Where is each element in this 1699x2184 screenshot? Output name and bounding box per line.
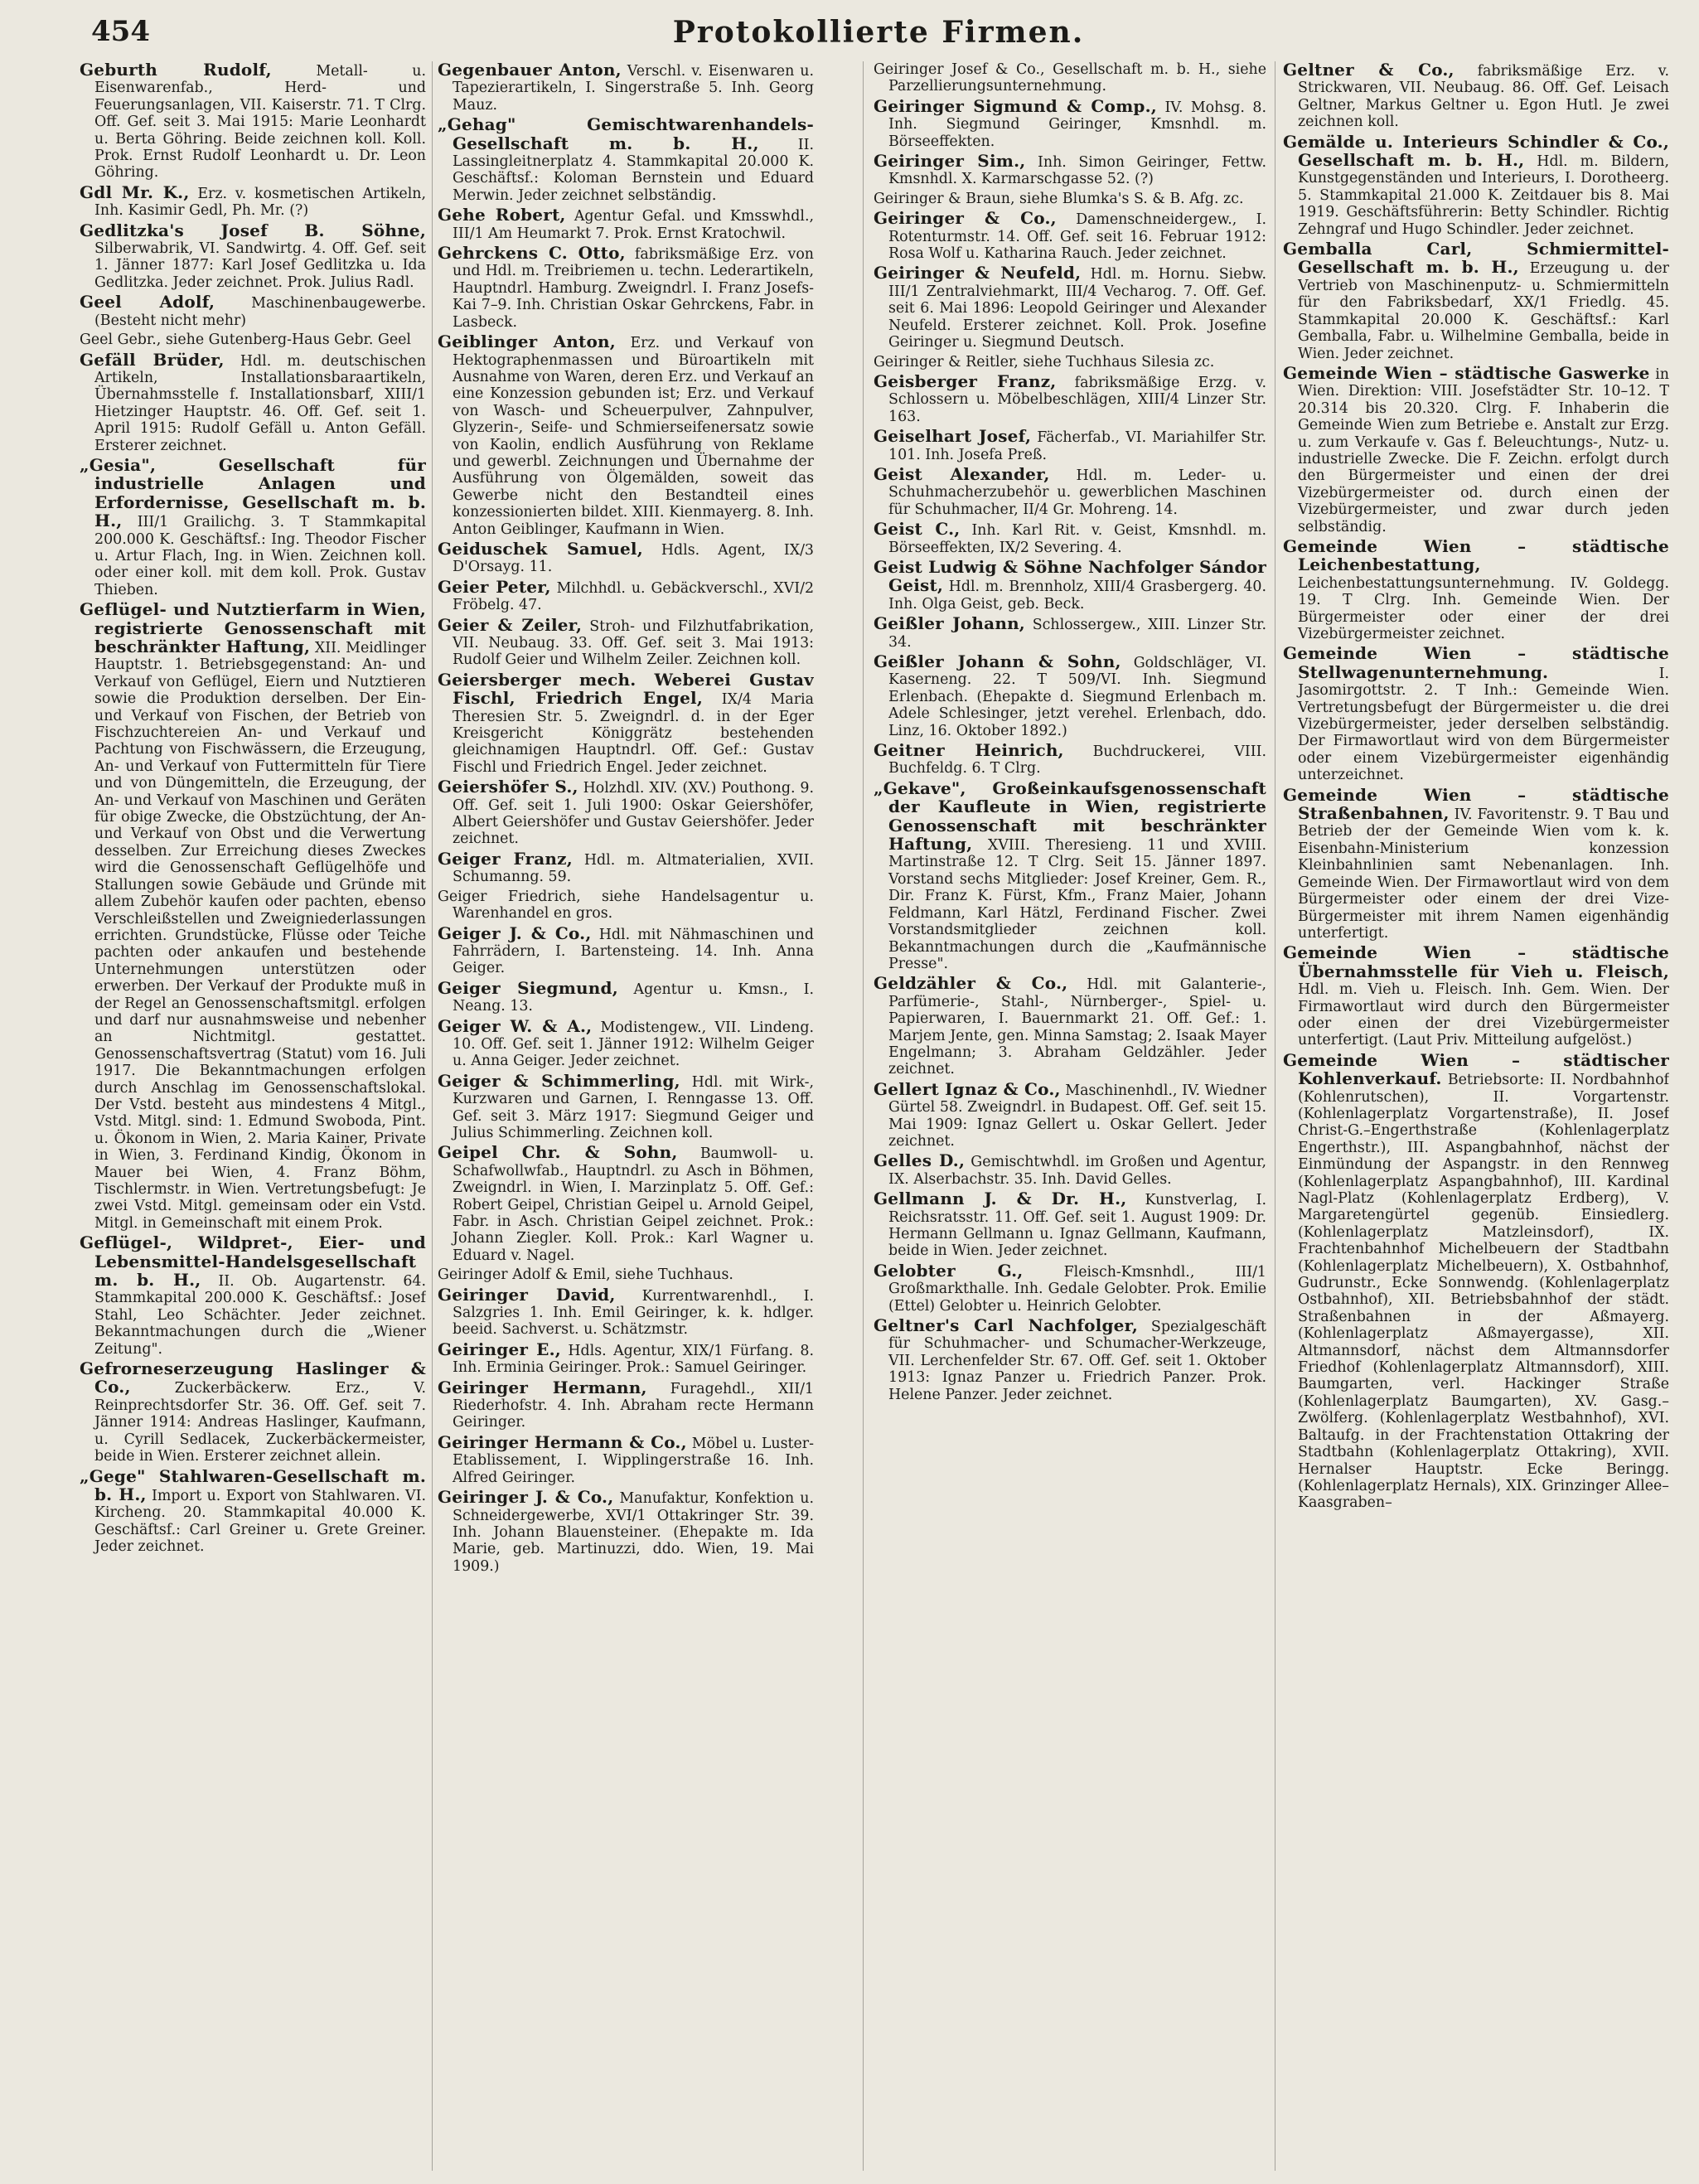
- firm-name: „Gehag" Gemischtwarenhandels-Gesellschaft m. b. H.,: [438, 114, 814, 153]
- firm-name: Geiduschek Samuel,: [438, 538, 643, 559]
- firm-name: Gelles D.,: [874, 1150, 966, 1171]
- firm-details: Stroh- und Filzhutfabrikation, VII. Neubaug. 33. Off. Gef. seit 3. Mai 1913: Rudolf Geier und Wilhelm Zeiler. Zeichnen koll.: [453, 617, 814, 669]
- firm-details: Inh. Karl Rit. v. Geist, Kmsnhdl. m. Börseeffekten, IX/2 Severing. 4.: [888, 522, 1266, 556]
- firm-entry: [874, 653, 1266, 739]
- firm-name: Gemälde u. Interieurs Schindler & Co., Gesellschaft m. b. H.,: [1283, 131, 1669, 171]
- directory-columns: [80, 61, 1671, 2171]
- firm-details: Hdl. m. Bildern, Kunstgegenständen und Interieurs, I. Dorotheerg. 5. Stammkapital 21.000 K. Zeitdauer bis 8. Mai 1919. Geschäftsführerin: Betty Schindler. Richtig Zehngraf und Hugo Schindler. Jeder zeichnet.: [1298, 153, 1669, 238]
- firm-entry: [874, 777, 1266, 972]
- firm-details: Geiringer & Reitler, siehe Tuchhaus Silesia zc.: [874, 353, 1215, 370]
- firm-entry: [874, 1317, 1266, 1403]
- firm-details: Geiringer Adolf & Emil, siehe Tuchhaus.: [438, 1266, 733, 1284]
- firm-details: Maschinenbaugewerbe. (Besteht nicht mehr): [94, 295, 426, 329]
- firm-details: Kurrentwarenhdl., I. Salzgries 1. Inh. Emil Geiringer, k. k. hdlger. beeid. Sachverst. u. Schätzmstr.: [453, 1287, 814, 1339]
- firm-name: Geist Ludwig & Söhne Nachfolger Sándor Geist,: [874, 556, 1266, 596]
- firm-details: fabriksmäßige Erz. von und Hdl. m. Treibriemen u. techn. Lederartikeln, Hauptndrl. Hamburg. Zweigndrl. I. Franz Josefs-Kai 7–9. Inh. Christian Oskar Gehrckens, Fabr. in Lasbeck.: [453, 246, 814, 331]
- firm-details: Buchdruckerei, VIII. Buchfeldg. 6. T Clrg.: [888, 743, 1266, 777]
- firm-details: Kunstverlag, I. Reichsratsstr. 11. Off. Gef. seit 1. August 1909: Dr. Hermann Gellmann u. Ignaz Gellmann, Kaufmann, beide in Wien. Jeder zeichnet.: [888, 1192, 1266, 1260]
- firm-entry: [80, 1234, 426, 1358]
- firm-name: Gemeinde Wien – städtische Stellwagenunternehmung.: [1283, 643, 1669, 682]
- firm-entry: [874, 556, 1266, 613]
- firm-details: Zuckerbäckerw. Erz., V. Reinprechtsdorfer Str. 36. Off. Gef. seit 7. Jänner 1914: Andreas Haslinger, Kaufmann, u. Cyrill Sedlacek, Zuckerbäckermeister, beide in Wien. Ersterer zeichnet allein.: [94, 1380, 426, 1465]
- firm-entry: [438, 116, 814, 204]
- firm-entry: [874, 153, 1266, 188]
- firm-details: in Wien. Direktion: VIII. Josefstädter Str. 10–12. T 20.314 bis 20.320. Clrg. F. Inhaberin die Gemeinde Wien zum Betriebe e. Anstalt zur Erzg. u. zum Verkaufe v. Gas f. Beleuchtungs-, Nutz- u. industrielle Zwecke. Die F. Zeichn. erfolgt durch den Bürgermeister und einen der drei Vizebürgermeister od. durch einen der Vizebürgermeister, und zwar durch jeden selbständig.: [1298, 366, 1669, 535]
- firm-name: Gedlitzka's Josef B. Söhne,: [80, 220, 426, 240]
- firm-name: Geiringer Hermann & Co.,: [438, 1431, 687, 1452]
- firm-name: „Gesia", Gesellschaft für industrielle Anlagen und Erfordernisse, Gesellschaft m. b. H.,: [80, 454, 426, 531]
- firm-name: Geiger J. & Co.,: [438, 923, 592, 943]
- firm-entry: [80, 222, 426, 292]
- firm-details: Fächerfab., VI. Mariahilfer Str. 101. Inh. Josefa Preß.: [888, 429, 1266, 463]
- firm-entry: [1283, 61, 1669, 131]
- firm-entry: [1283, 362, 1669, 535]
- firm-name: Geiringer Sigmund & Comp.,: [874, 95, 1157, 116]
- firm-entry: [438, 1144, 814, 1264]
- firm-name: Gehe Robert,: [438, 205, 566, 225]
- firm-details: Hdl. m. Altmaterialien, XVII. Schumanng. 59.: [453, 851, 814, 886]
- firm-details: Geiringer Josef & Co., Gesellschaft m. b. H., siehe Parzellierungsunternehmung.: [874, 61, 1266, 95]
- firm-name: Geiringer E.,: [438, 1339, 561, 1359]
- firm-entry: [874, 975, 1266, 1077]
- firm-entry: [438, 245, 814, 331]
- firm-details: Hdl. mit Galanterie-, Parfümerie-, Stahl-, Nürnberger-, Spiel- u. Papierwaren, I. Bauernmarkt 21. Off. Gef.: 1. Marjem Jente, gen. Minna Samstag; 2. Isaak Mayer Engelmann; 3. Abraham Geldzähler. Jeder zeichnet.: [888, 976, 1266, 1078]
- firm-name: Geiringer & Co.,: [874, 208, 1057, 229]
- firm-name: Geitner Heinrich,: [874, 740, 1064, 761]
- firm-entry: [438, 1266, 814, 1283]
- firm-entry: [1283, 784, 1669, 942]
- firm-entry: [874, 264, 1266, 351]
- firm-name: Geiringer & Neufeld,: [874, 263, 1082, 283]
- firm-name: Geiringer Hermann,: [438, 1377, 647, 1397]
- firm-name: Geiger Franz,: [438, 848, 573, 869]
- firm-name: Geier & Zeiler,: [438, 614, 583, 635]
- firm-details: IX/4 Maria Theresien Str. 5. Zweigndrl. d. in der Eger Kreisgericht Königgrätz bestehenden gleichnamigen Hauptndrl. Off. Gef.: Gustav Fischl und Friedrich Engel. Jeder zeichnet.: [453, 691, 814, 776]
- firm-name: Geltner & Co.,: [1283, 61, 1455, 80]
- firm-name: Gdl Mr. K.,: [80, 182, 190, 202]
- firm-entry: [874, 1190, 1266, 1260]
- firm-details: fabriksmäßige Erzg. v. Schlossern u. Möbelbeschlägen, XIII/4 Linzer Str. 163.: [888, 374, 1266, 425]
- page-title: Protokollierte Firmen.: [672, 15, 1085, 50]
- page-header: [91, 15, 1666, 56]
- firm-entry: [874, 1152, 1266, 1188]
- firm-entry: [874, 95, 1266, 150]
- firm-details: Verschl. v. Eisenwaren u. Tapezierartikeln, I. Singerstraße 5. Inh. Georg Mauz.: [453, 63, 814, 114]
- firm-details: fabriksmäßige Erz. v. Strickwaren, VII. Neubaug. 86. Off. Gef. Leisach Geltner, Markus Geltner u. Egon Hutl. Je zwei zeichnen koll.: [1298, 63, 1669, 131]
- firm-entry: [438, 614, 814, 669]
- firm-details: Goldschläger, VI. Kaserneng. 22. T 509/VI. Inh. Siegmund Erlenbach. (Ehepakte d. Siegmund Erlenbach m. Adele Schlesinger, jetzt verehel. Erlenbach, ddo. Linz, 16. Oktober 1892.): [888, 655, 1266, 739]
- firm-entry: [1283, 133, 1669, 238]
- firm-entry: [438, 671, 814, 776]
- firm-name: Geflügel- und Nutztierfarm in Wien, registrierte Genossenschaft mit beschränkter Haftung,: [80, 599, 426, 656]
- firm-details: Silberwabrik, VI. Sandwirtg. 4. Off. Gef. seit 1. Jänner 1877: Karl Josef Gedlitzka u. Ida Gedlitzka. Jeder zeichnet. Prok. Julius Radl.: [94, 240, 426, 291]
- firm-details: Agentur Gefal. und Kmsswhdl., III/1 Am Heumarkt 7. Prok. Ernst Kratochwil.: [453, 208, 814, 242]
- firm-details: Erz. v. kosmetischen Artikeln, Inh. Kasimir Gedl, Ph. Mr. (?): [94, 185, 426, 220]
- firm-name: Geiger & Schimmerling,: [438, 1070, 680, 1091]
- firm-name: Gelobter G.,: [874, 1260, 1024, 1281]
- firm-name: Geiringer Sim.,: [874, 151, 1026, 172]
- firm-details: Geiringer & Braun, siehe Blumka's S. & B. Afg. zc.: [874, 190, 1244, 207]
- firm-details: XII. Meidlinger Hauptstr. 1. Betriebsgegenstand: An- und Verkauf von Geflügel, Eiern und Nutztieren sowie die Produktion derselben. Der Ein- und Verkauf von Fischen, der Betrieb von Fischzuchtereien An- und Verkauf und Pachtung von Fischwässern, die Erzeugung, An- und Verkauf von Futtermitteln für Tiere und von Düngemitteln, die Erzeugung, der An- und Verkauf von Maschinen und Geräten für obige Zwecke, die Obstzüchtung, der An- und Verkauf von Obst und die Verwertung desselben. Zur Erreichung dieses Zweckes wird die Genossenschaft Geflügelhöfe und Stallungen sowie Gebäude und Gründe mit allem Zubehör kaufen oder pachten, ebenso Verschleißstellen und Zweigniederlassungen errichten. Grundstücke, Flüsse oder Teiche pachten oder ankaufen und bestehende Unternehmungen unterstützen oder erwerben. Der Verkauf der Produkte muß in der Regel an Genossenschaftsmitgl. erfolgen und darf nur ausnahmsweise und nebenher an Nichtmitgl. gestattet. Genossenschaftsvertrag (Statut) vom 16. Juli 1917. Die Bekanntmachungen erfolgen durch Anschlag im Genossenschaftslokal. Der Vstd. besteht aus mindestens 4 Mitgl., Vstd. Mitgl. sind: 1. Edmund Swoboda, Pint. u. Ökonom in Wien, 2. Maria Kainer, Private in Wien, 3. Ferdinand Kindig, Ökonom in Mauer bei Wien, 4. Franz Böhm, Tischlermstr. in Wien. Vertretungsbefugt: Je zwei Vstd. Mitgl. gemeinsam oder ein Vstd. Mitgl. in Gemeinschaft mit einem Prok.: [94, 640, 426, 1232]
- firm-details: III/1 Grailichg. 3. T Stammkapital 200.000 K. Geschäftsf.: Ing. Theodor Fischer u. Artur Flach, Ing. in Wien. Zeichnen koll. oder einer koll. mit dem koll. Prok. Gustav Thieben.: [94, 514, 426, 598]
- firm-details: Betriebsorte: II. Nordbahnhof (Kohlenrutschen), II. Vorgartenstr. (Kohlenlagerplatz Vorgartenstraße), II. Josef Christ-G.–Engerthstraße (Kohlenlagerplatz Engerthstr.), III. Aspangbahnhof, nächst der Einmündung der Aspangstr. in den Rennweg (Kohlenlagerplatz Aspangbahnhof), III. Kardinal Nagl-Platz (Kohlenlagerplatz Erdberg), V. Margaretengürtel gegenüb. Einsiedlerg. (Kohlenlagerplatz Matzleinsdorf), IX. Frachtenbahnhof Michelbeuern der Stadtbahn (Kohlenlagerplatz Michelbeuern), X. Ostbahnhof, Gudrunstr., Ecke Sonnwendg. (Kohlenlagerplatz Ostbahnhof), XII. Betriebsbahnhof der städt. Straßenbahnen in der Aßmayerg. (Kohlenlagerplatz Aßmayergasse), XII. Altmannsdorf, nächst dem Altmannsdorfer Friedhof (Kohlenlagerplatz Altmannsdorf), XIII. Baumgarten, verl. Hackinger Straße (Kohlenlagerplatz Baumgarten), XV. Gasg.–Zwölferg. (Kohlenlagerplatz Westbahnhof), XVI. Baltaufg. in der Frachtenstation Ottakring der Stadtbahn (Kohlenlagerplatz Ottakring), XVII. Hernalser Hauptstr. Ecke Beringg. (Kohlenlagerplatz Hernals), XIX. Grinzinger Allee–Kaasgraben–: [1298, 1072, 1669, 1512]
- firm-name: Gefrorneserzeugung Haslinger & Co.,: [80, 1358, 426, 1397]
- column-3: [874, 61, 1266, 2171]
- firm-entry: [80, 293, 426, 329]
- firm-details: Geiger Friedrich, siehe Handelsagentur u. Warenhandel en gros.: [438, 888, 814, 923]
- firm-name: Geiringer David,: [438, 1284, 616, 1305]
- firm-entry: [438, 333, 814, 538]
- firm-entry: [874, 1262, 1266, 1315]
- firm-details: Agentur u. Kmsn., I. Neang. 13.: [453, 981, 814, 1015]
- firm-details: Inh. Simon Geiringer, Fettw. Kmsnhdl. X. Karmarschgasse 52. (?): [888, 154, 1266, 188]
- firm-details: II. Lassingleitnerplatz 4. Stammkapital 20.000 K. Geschäftsf.: Koloman Bernstein und Eduard Merwin. Jeder zeichnet selbständig.: [453, 136, 814, 204]
- firm-details: Milchhdl. u. Gebäckverschl., XVI/2 Fröbelg. 47.: [453, 579, 814, 614]
- firm-entry: [1283, 1049, 1669, 1512]
- firm-name: Gemeinde Wien – städtische Straßenbahnen,: [1283, 784, 1669, 824]
- firm-name: Gemballa Carl, Schmiermittel-Gesellschaft m. b. H.,: [1283, 239, 1669, 278]
- firm-name: Geiershöfer S.,: [438, 777, 578, 797]
- firm-details: IV. Favoritenstr. 9. T Bau und Betrieb der der Gemeinde Wien vom k. k. Eisenbahn-Ministerium konzession Kleinbahnlinien samt Nebenanlagen. Inh. Gemeinde Wien. Der Firmawortlaut wird von dem Bürgermeister oder einem der drei Vize-Bürgermeister mit ihrem Namen eigenhändig unterfertigt.: [1298, 806, 1669, 942]
- firm-entry: [438, 925, 814, 977]
- firm-name: Geiersberger mech. Weberei Gustav Fischl, Friedrich Engel,: [438, 669, 814, 709]
- firm-entry: [438, 889, 814, 923]
- firm-entry: [438, 977, 814, 1015]
- firm-name: Geldzähler & Co.,: [874, 973, 1068, 994]
- firm-name: Geiringer J. & Co.,: [438, 1487, 614, 1508]
- firm-details: Hdl. m. Vieh u. Fleisch. Inh. Gem. Wien. Der Firmawortlaut wird durch den Bürgermeister oder einen der drei Vizebürgermeister unterfertigt. (Laut Priv. Mitteilung aufgelöst.): [1298, 981, 1669, 1049]
- firm-details: Import u. Export von Stahlwaren. VI. Kircheng. 20. Stammkapital 40.000 K. Geschäftsf.: Carl Greiner u. Grete Greiner. Jeder zeichnet.: [94, 1487, 426, 1556]
- firm-details: Hdl. mit Nähmaschinen und Fahrrädern, I. Bartensteing. 14. Inh. Anna Geiger.: [453, 926, 814, 977]
- firm-entry: [1283, 645, 1669, 783]
- firm-details: Geel Gebr., siehe Gutenberg-Haus Gebr. Geel: [80, 332, 411, 349]
- firm-name: Gefäll Brüder,: [80, 349, 225, 370]
- firm-details: XVIII. Theresieng. 11 und XVIII. Martinstraße 12. T Clrg. Seit 15. Jänner 1897. Vorstand sechs Mitglieder: Josef Kreiner, Gem. R., Dir. Franz K. Fürst, Kfm., Franz Maier, Johann Feldmann, Karl Hätzl, Ferdinand Fischer. Zwei Vorstandsmitglieder zeichnen koll. Bekanntmachungen durch die „Kaufmännische Presse".: [888, 837, 1266, 972]
- firm-entry: [80, 454, 426, 598]
- firm-name: Gemeinde Wien – städtische Leichenbestattung,: [1283, 535, 1669, 575]
- firm-name: Geist C.,: [874, 519, 961, 540]
- firm-name: Geiblinger Anton,: [438, 332, 616, 352]
- firm-name: Geburth Rudolf,: [80, 61, 272, 80]
- firm-entry: [438, 540, 814, 576]
- firm-details: Modistengew., VII. Lindeng. 10. Off. Gef. seit 1. Jänner 1912: Wilhelm Geiger u. Anna Geiger. Jeder zeichnet.: [453, 1019, 814, 1070]
- firm-entry: [80, 1360, 426, 1465]
- firm-entry: [80, 601, 426, 1232]
- firm-entry: [80, 351, 426, 454]
- column-1: [80, 61, 426, 2171]
- firm-entry: [438, 1286, 814, 1339]
- firm-details: I. Jasomirgottstr. 2. T Inh.: Gemeinde Wien. Vertretungsbefugt der Bürgermeister u. die drei Vizebürgermeister, jeder derselben selbständig. Der Firmawortlaut wird von dem Bürgermeister oder einem Vizebürgermeister eigenhändig unterzeichnet.: [1298, 665, 1669, 784]
- firm-details: Leichenbestattungsunternehmung. IV. Goldegg. 19. T Clrg. Inh. Gemeinde Wien. Der Bürgermeister oder einer der drei Vizebürgermeister zeichnet.: [1298, 574, 1669, 642]
- firm-entry: [874, 61, 1266, 95]
- page-number: 454: [91, 15, 150, 48]
- firm-name: Geier Peter,: [438, 576, 551, 597]
- firm-entry: [874, 354, 1266, 370]
- firm-details: Manufaktur, Konfektion u. Schneidergewerbe, XVI/1 Ottakringer Str. 39. Inh. Johann Blauensteiner. (Ehepakte m. Ida Marie, geb. Martinuzzi, ddo. Wien, 19. Mai 1909.): [453, 1490, 814, 1575]
- firm-details: II. Ob. Augartenstr. 64. Stammkapital 200.000 K. Geschäftsf.: Josef Stahl, Leo Schächter. Jeder zeichnet. Bekanntmachungen durch die „Wiener Zeitung".: [94, 1273, 426, 1358]
- firm-name: Geipel Chr. & Sohn,: [438, 1142, 678, 1163]
- firm-name: Gegenbauer Anton,: [438, 61, 622, 80]
- firm-entry: [438, 206, 814, 242]
- firm-name: Geiger W. & A.,: [438, 1015, 593, 1036]
- firm-name: Gellmann J. & Dr. H.,: [874, 1189, 1127, 1209]
- firm-entry: [438, 1379, 814, 1431]
- firm-name: Geiger Siegmund,: [438, 977, 618, 998]
- firm-entry: [874, 210, 1266, 262]
- firm-name: Gemeinde Wien – städtischer Kohlenverkauf.: [1283, 1049, 1669, 1089]
- firm-details: Damenschneidergew., I. Rotenturmstr. 14. Off. Gef. seit 16. Februar 1912: Rosa Wolf u. Katharina Rauch. Jeder zeichnet.: [888, 211, 1266, 263]
- firm-entry: [438, 1341, 814, 1377]
- firm-name: Geltner's Carl Nachfolger,: [874, 1315, 1138, 1336]
- firm-entry: [874, 463, 1266, 518]
- firm-entry: [438, 61, 814, 114]
- firm-entry: [1283, 240, 1669, 362]
- firm-name: Gellert Ignaz & Co.,: [874, 1078, 1061, 1099]
- column-4: [1283, 61, 1669, 2171]
- firm-entry: [874, 521, 1266, 556]
- firm-name: Geist Alexander,: [874, 463, 1050, 484]
- firm-name: Gemeinde Wien – städtische Gaswerke: [1283, 362, 1650, 383]
- firm-details: Möbel u. Luster-Etablissement, I. Wipplingerstraße 16. Inh. Alfred Geiringer.: [453, 1435, 814, 1486]
- firm-entry: [438, 778, 814, 848]
- firm-details: Baumwoll- u. Schafwollwfab., Hauptndrl. zu Asch in Böhmen, Zweigndrl. in Wien, I. Marzinplatz 5. Off. Gef.: Robert Geipel, Christian Geipel u. Arnold Geipel, Fabr. in Asch. Christian Geipel zeichnet. Prok.: Johann Ziegler. Koll. Prok.: Karl Wagner u. Eduard v. Nagel.: [453, 1145, 814, 1264]
- firm-name: Geisberger Franz,: [874, 370, 1057, 391]
- firm-name: Gemeinde Wien – städtische Übernahmsstelle für Vieh u. Fleisch,: [1283, 942, 1669, 981]
- firm-details: Metall- u. Eisenwarenfab., Herd- und Feuerungsanlagen, VII. Kaiserstr. 71. T Clrg. Off. Gef. seit 3. Mai 1915: Marie Leonhardt u. Berta Göhring. Beide zeichnen koll. Koll. Prok. Ernst Rudolf Leonhardt u. Dr. Leon Göhring.: [94, 63, 426, 182]
- firm-entry: [1283, 944, 1669, 1048]
- firm-details: IV. Mohsg. 8. Inh. Siegmund Geiringer, Kmsnhdl. m. Börseeffekten.: [888, 99, 1266, 150]
- firm-details: Hdl. m. Hornu. Siebw. III/1 Zentralviehmarkt, III/4 Vecharog. 7. Off. Gef. seit 6. Mai 1896: Leopold Geiringer und Alexander Neufeld. Ersterer zeichnet. Koll. Prok. Josefine Geiringer u. Siegmund Deutsch.: [888, 266, 1266, 351]
- firm-details: Fleisch-Kmsnhdl., III/1 Großmarkthalle. Inh. Gedale Gelobter. Prok. Emilie (Ettel) Gelobter u. Heinrich Gelobter.: [888, 1263, 1266, 1315]
- firm-details: Hdls. Agentur, XIX/1 Fürfang. 8. Inh. Erminia Geiringer. Prok.: Samuel Geiringer.: [453, 1342, 814, 1377]
- firm-entry: [80, 61, 426, 182]
- column-divider: [432, 61, 433, 2171]
- firm-entry: [80, 184, 426, 220]
- firm-entry: [874, 742, 1266, 777]
- firm-name: „Gege" Stahlwaren-Gesellschaft m. b. H.,: [80, 1465, 426, 1504]
- firm-details: Hdls. Agent, IX/3 D'Orsayg. 11.: [453, 541, 814, 576]
- firm-entry: [874, 615, 1266, 651]
- firm-details: Erz. und Verkauf von Hektographenmassen und Büroartikeln mit Ausnahme von Waren, deren Erz. und Verkauf an eine Konzession gebunden ist; Erz. und Verkauf von Wasch- und Scheuerpulver, Zahnpulver, Glyzerin-, Seife- und Schmierseifenersatz sowie von Kaolin, endlich Ausführung von Reklame und gewerbl. Zeichnungen und Übernahme der Ausführung von Ölgemälden, soweit das Gewerbe nicht den Bestandteil eines konzessionierten bildet. XIII. Kienmayerg. 8. Inh. Anton Geiblinger, Kaufmann in Wien.: [453, 335, 814, 538]
- firm-details: Erzeugung u. der Vertrieb von Maschinenputz- u. Schmiermitteln für den Fabriksbedarf, XX/1 Friedlg. 45. Stammkapital 20.000 K. Geschäftsf.: Karl Gemballa, Fabr. u. Wilhelmine Gemballa, beide in Wien. Jeder zeichnet.: [1298, 260, 1669, 362]
- firm-details: Hdl. mit Wirk-, Kurzwaren und Garnen, I. Renngasse 13. Off. Gef. seit 3. März 1917: Siegmund Geiger und Julius Schimmerling. Zeichnen koll.: [453, 1073, 814, 1141]
- firm-entry: [80, 1465, 426, 1556]
- firm-name: „Gekave", Großeinkaufsgenossenschaft der Kaufleute in Wien, registrierte Genossenschaft mit beschränkter Haftung,: [874, 777, 1266, 855]
- firm-name: Geel Adolf,: [80, 292, 215, 312]
- firm-entry: [438, 1431, 814, 1486]
- firm-entry: [874, 1078, 1266, 1150]
- firm-entry: [874, 370, 1266, 425]
- firm-entry: [438, 1489, 814, 1575]
- firm-name: Gehrckens C. Otto,: [438, 243, 626, 264]
- firm-details: Hdl. m. Brennholz, XIII/4 Grasbergerg. 40. Inh. Olga Geist, geb. Beck.: [888, 579, 1266, 613]
- firm-details: Schlossergew., XIII. Linzer Str. 34.: [888, 617, 1266, 651]
- firm-details: Holzhdl. XIV. (XV.) Pouthong. 9. Off. Gef. seit 1. Juli 1900: Oskar Geiershöfer, Albert Geiershöfer und Gustav Geiershöfer. Jeder zeichnet.: [453, 780, 814, 848]
- firm-details: Hdl. m. deutschischen Artikeln, Installationsbaraartikeln, Übernahmsstelle f. Installationsbarf, XIII/1 Hietzinger Hauptstr. 46. Off. Gef. seit 1. April 1915: Rudolf Gefäll u. Anton Gefäll. Ersterer zeichnet.: [94, 352, 426, 454]
- column-2: [438, 61, 814, 2171]
- firm-entry: [874, 428, 1266, 463]
- firm-details: Hdl. m. Leder- u. Schuhmacherzubehör u. gewerblichen Maschinen für Schuhmacher, II/4 Gr. Mohreng. 14.: [888, 467, 1266, 518]
- firm-name: Geiselhart Josef,: [874, 426, 1032, 447]
- firm-entry: [874, 191, 1266, 207]
- firm-entry: [438, 1070, 814, 1142]
- firm-entry: [80, 332, 426, 348]
- column-divider: [863, 61, 864, 2171]
- firm-details: Maschinenhdl., IV. Wiedner Gürtel 58. Zweigndrl. in Budapest. Off. Gef. seit 15. Mai 1909: Ignaz Gellert u. Oskar Gellert. Jeder zeichnet.: [888, 1082, 1266, 1150]
- firm-entry: [438, 576, 814, 614]
- firm-entry: [438, 850, 814, 886]
- firm-entry: [1283, 535, 1669, 642]
- firm-name: Geißler Johann,: [874, 613, 1025, 634]
- firm-details: Gemischtwhdl. im Großen und Agentur, IX. Alserbachstr. 35. Inh. David Gelles.: [888, 1154, 1266, 1188]
- firm-details: Furagehdl., XII/1 Riederhofstr. 4. Inh. Abraham recte Hermann Geiringer.: [453, 1380, 814, 1431]
- firm-entry: [438, 1015, 814, 1070]
- firm-details: Spezialgeschäft für Schuhmacher- und Schumacher-Werkzeuge, VII. Lerchenfelder Str. 67. Off. Gef. seit 1. Oktober 1913: Ignaz Panzer u. Friedrich Panzer. Prok. Helene Panzer. Jeder zeichnet.: [888, 1319, 1266, 1403]
- firm-name: Geißler Johann & Sohn,: [874, 651, 1121, 671]
- firm-name: Geflügel-, Wildpret-, Eier- und Lebensmittel-Handelsgesellschaft m. b. H.,: [80, 1232, 426, 1291]
